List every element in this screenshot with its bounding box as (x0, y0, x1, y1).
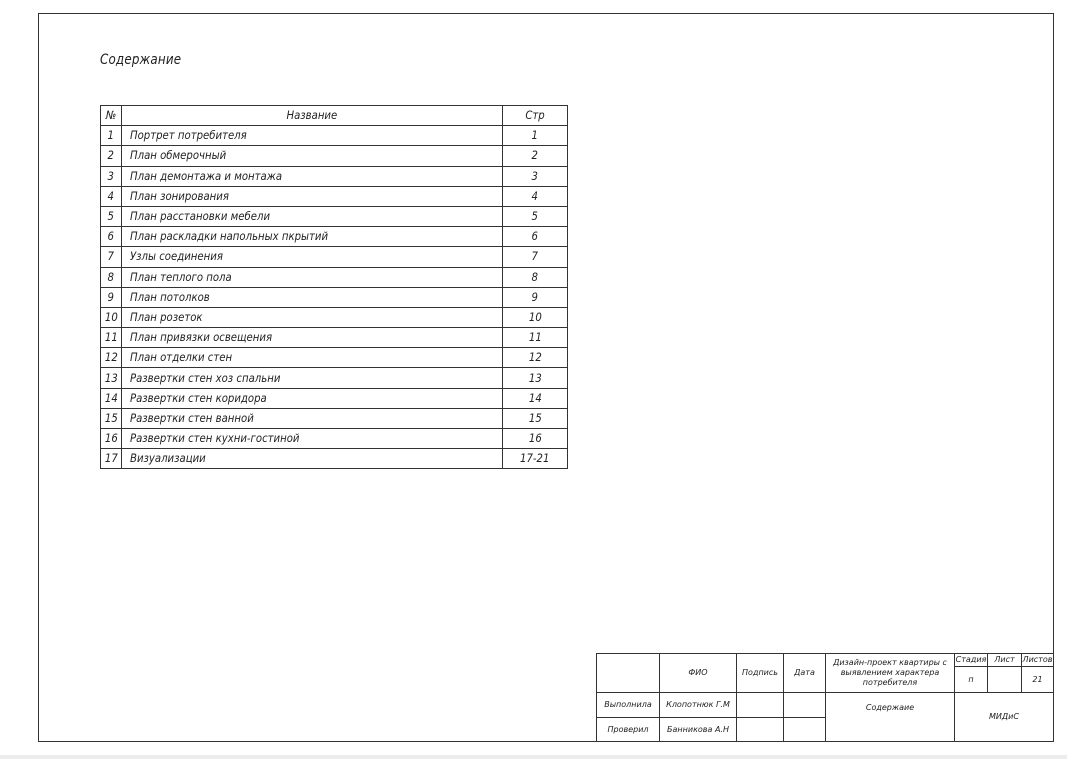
table-row (101, 287, 568, 307)
row-page: 13 (503, 368, 568, 388)
row-page: 3 (503, 166, 568, 186)
row-number: 10 (101, 307, 122, 327)
table-row (101, 388, 568, 408)
stamp-signature-header: Подпись (736, 653, 784, 693)
row-page: 16 (503, 429, 568, 449)
stamp-sheets-value: 21 (1021, 666, 1054, 693)
table-row (101, 307, 568, 327)
stamp-empty-cell (596, 653, 660, 693)
table-row (101, 247, 568, 267)
table-row (101, 186, 568, 206)
row-number: 8 (101, 267, 122, 287)
stamp-sheet-title: Содержаие (825, 692, 955, 742)
stamp-sheet-header: Лист (987, 653, 1022, 667)
stamp-performed-label: Выполнила (596, 692, 660, 718)
table-row (101, 328, 568, 348)
row-page: 8 (503, 267, 568, 287)
table-row (101, 449, 568, 469)
table-row (101, 227, 568, 247)
row-name: План потолков (122, 287, 503, 307)
stamp-sheets-header: Листов (1021, 653, 1054, 667)
row-page: 9 (503, 287, 568, 307)
row-page: 7 (503, 247, 568, 267)
row-name: План обмерочный (122, 146, 503, 166)
row-number: 4 (101, 186, 122, 206)
row-name: План зонирования (122, 186, 503, 206)
stamp-checked-label: Проверил (596, 717, 660, 742)
row-name: Развертки стен коридора (122, 388, 503, 408)
stamp-checked-date (783, 717, 826, 742)
row-number: 14 (101, 388, 122, 408)
row-number: 7 (101, 247, 122, 267)
stamp-sheet-value (987, 666, 1022, 693)
header-number: № (101, 106, 122, 126)
header-page: Стр (503, 106, 568, 126)
row-number: 5 (101, 206, 122, 226)
table-row (101, 408, 568, 428)
table-row (101, 146, 568, 166)
table-row (101, 368, 568, 388)
row-number: 16 (101, 429, 122, 449)
table-row (101, 166, 568, 186)
stamp-project-name: Дизайн-проект квартиры с выявлением характера потребителя (825, 653, 955, 693)
row-number: 3 (101, 166, 122, 186)
row-name: План раскладки напольных пкрытий (122, 227, 503, 247)
row-number: 12 (101, 348, 122, 368)
row-name: План демонтажа и монтажа (122, 166, 503, 186)
row-page: 5 (503, 206, 568, 226)
table-row (101, 267, 568, 287)
stamp-checked-signature (736, 717, 784, 742)
table-row (101, 429, 568, 449)
row-page: 15 (503, 408, 568, 428)
table-row (101, 348, 568, 368)
page-title: Содержание (100, 52, 182, 68)
row-name: План розеток (122, 307, 503, 327)
stamp-stage-header: Стадия (954, 653, 988, 667)
row-name: Портрет потребителя (122, 126, 503, 146)
stamp-checked-name: Банникова А.Н (659, 717, 737, 742)
row-page: 10 (503, 307, 568, 327)
row-page: 17-21 (503, 449, 568, 469)
row-name: План теплого пола (122, 267, 503, 287)
table-header-row (101, 106, 568, 126)
row-name: План расстановки мебели (122, 206, 503, 226)
table-row (101, 206, 568, 226)
stamp-organization: МИДиС (954, 692, 1054, 742)
row-page: 14 (503, 388, 568, 408)
row-number: 17 (101, 449, 122, 469)
header-name: Название (122, 106, 503, 126)
row-number: 9 (101, 287, 122, 307)
stamp-performed-signature (736, 692, 784, 718)
row-page: 6 (503, 227, 568, 247)
row-name: Развертки стен кухни-гостиной (122, 429, 503, 449)
row-number: 15 (101, 408, 122, 428)
stamp-stage-value: п (954, 666, 988, 693)
row-name: Визуализации (122, 449, 503, 469)
row-page: 12 (503, 348, 568, 368)
row-name: Развертки стен хоз спальни (122, 368, 503, 388)
row-page: 2 (503, 146, 568, 166)
row-number: 13 (101, 368, 122, 388)
row-number: 1 (101, 126, 122, 146)
table-row (101, 126, 568, 146)
row-number: 6 (101, 227, 122, 247)
row-name: План привязки освещения (122, 328, 503, 348)
row-name: План отделки стен (122, 348, 503, 368)
row-name: Развертки стен ванной (122, 408, 503, 428)
stamp-fio-header: ФИО (659, 653, 737, 693)
stamp-performed-date (783, 692, 826, 718)
row-page: 1 (503, 126, 568, 146)
row-page: 4 (503, 186, 568, 206)
row-number: 2 (101, 146, 122, 166)
row-name: Узлы соединения (122, 247, 503, 267)
stamp-performed-name: Клопотнюк Г.М (659, 692, 737, 718)
row-number: 11 (101, 328, 122, 348)
title-block (596, 653, 1054, 742)
contents-table (100, 105, 568, 469)
row-page: 11 (503, 328, 568, 348)
stamp-date-header: Дата (783, 653, 826, 693)
